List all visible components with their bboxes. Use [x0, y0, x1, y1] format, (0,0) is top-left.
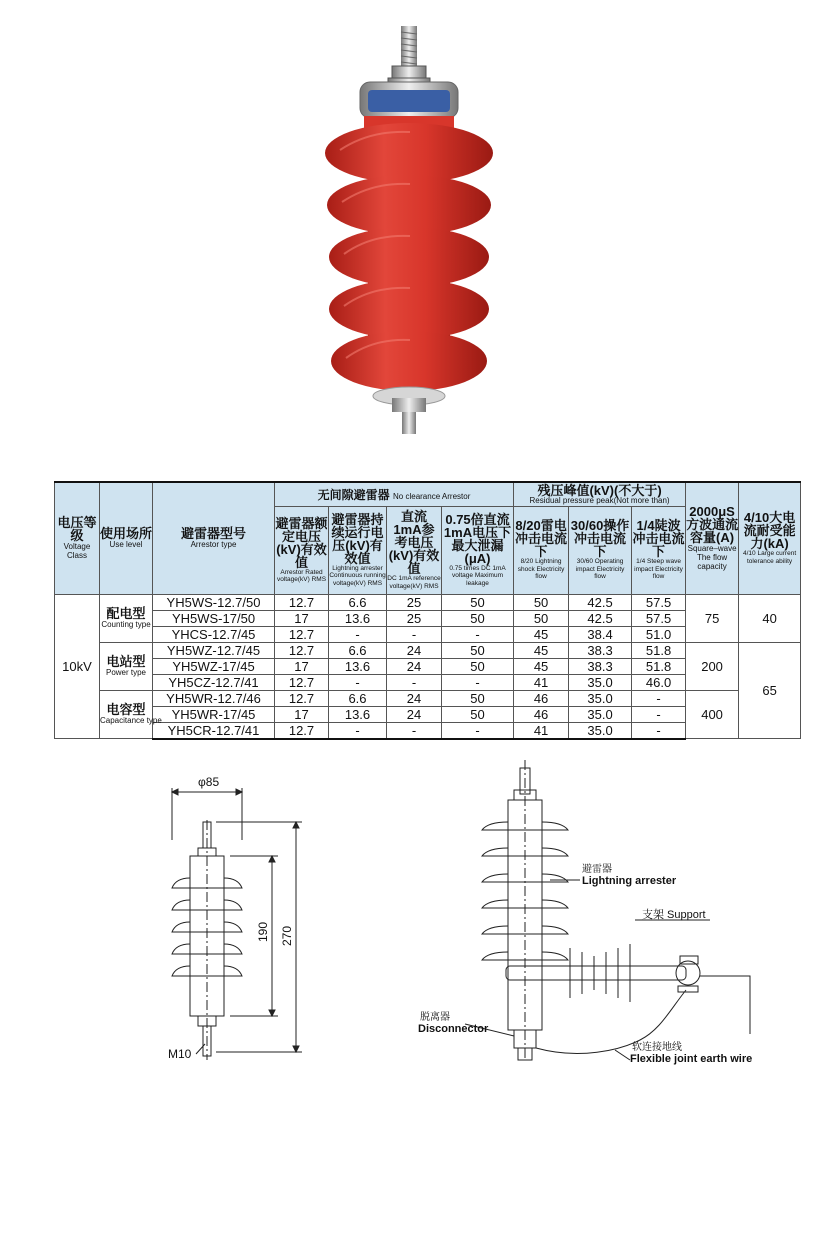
value-cell: 41	[514, 674, 569, 690]
value-cell: -	[632, 722, 686, 739]
value-cell: 12.7	[275, 690, 329, 706]
value-cell: 35.0	[569, 674, 632, 690]
value-cell: 12.7	[275, 722, 329, 739]
header-residual: 残压峰值(kV)(不大于) Residual pressure peak(Not more than)	[514, 482, 686, 506]
value-cell: 25	[387, 594, 442, 610]
header-operating: 30/60操作冲击电流下 30/60 Operating impact Electricity flow	[569, 506, 632, 594]
arrester-product-image	[300, 18, 530, 438]
value-cell: 38.4	[569, 626, 632, 642]
header-dc1ma: 直流1mA参考电压(kV)有效值 DC 1mA reference voltage(kV) RMS	[387, 506, 442, 594]
square-wave-cell: 75	[686, 594, 739, 642]
value-cell: 57.5	[632, 610, 686, 626]
value-cell: -	[329, 626, 387, 642]
square-wave-cell: 200	[686, 642, 739, 690]
value-cell: -	[442, 674, 514, 690]
group-cell: 配电型 Counting type	[100, 594, 153, 642]
diameter-label: φ85	[198, 775, 220, 789]
type-cell: YH5CR-12.7/41	[153, 722, 275, 739]
value-cell: 45	[514, 626, 569, 642]
value-cell: -	[329, 722, 387, 739]
value-cell: 24	[387, 706, 442, 722]
value-cell: 50	[514, 610, 569, 626]
height-270-label: 270	[280, 925, 294, 946]
type-cell: YH5WZ-12.7/45	[153, 642, 275, 658]
value-cell: 13.6	[329, 706, 387, 722]
spec-table	[54, 481, 801, 740]
type-cell: YH5WR-12.7/46	[153, 690, 275, 706]
value-cell: -	[442, 626, 514, 642]
value-cell: 45	[514, 658, 569, 674]
header-large-current: 4/10大电流耐受能力(kA) 4/10 Large current tolerance ability	[739, 482, 801, 594]
value-cell: 17	[275, 610, 329, 626]
header-voltage-class: 电压等级 Voltage Class	[55, 482, 100, 594]
value-cell: 35.0	[569, 722, 632, 739]
value-cell: 50	[514, 594, 569, 610]
type-cell: YH5WZ-17/45	[153, 658, 275, 674]
support-label: 支架 Support	[642, 909, 706, 921]
value-cell: 24	[387, 690, 442, 706]
arrester-label-en: Lightning arrester	[582, 875, 677, 887]
value-cell: 35.0	[569, 690, 632, 706]
group-cell: 电站型 Power type	[100, 642, 153, 690]
value-cell: 50	[442, 642, 514, 658]
value-cell: 17	[275, 706, 329, 722]
value-cell: 25	[387, 610, 442, 626]
square-wave-cell: 400	[686, 690, 739, 739]
value-cell: -	[632, 706, 686, 722]
value-cell: -	[329, 674, 387, 690]
header-steep: 1/4陡波冲击电流下 1/4 Steep wave impact Electricity flow	[632, 506, 686, 594]
value-cell: -	[387, 674, 442, 690]
disconnector-label-en: Disconnector	[418, 1023, 489, 1035]
value-cell: 41	[514, 722, 569, 739]
type-cell: YH5CZ-12.7/41	[153, 674, 275, 690]
value-cell: 51.8	[632, 642, 686, 658]
value-cell: 38.3	[569, 658, 632, 674]
value-cell: 57.5	[632, 594, 686, 610]
value-cell: 42.5	[569, 594, 632, 610]
value-cell: 45	[514, 642, 569, 658]
value-cell: 51.8	[632, 658, 686, 674]
table-row	[55, 594, 801, 610]
type-cell: YH5WS-17/50	[153, 610, 275, 626]
value-cell: -	[387, 722, 442, 739]
value-cell: 42.5	[569, 610, 632, 626]
large-current-cell: 65	[739, 642, 801, 739]
value-cell: 12.7	[275, 626, 329, 642]
value-cell: 6.6	[329, 690, 387, 706]
value-cell: 24	[387, 658, 442, 674]
value-cell: 13.6	[329, 658, 387, 674]
header-lightning: 8/20雷电冲击电流下 8/20 Lightning shock Electricity flow	[514, 506, 569, 594]
value-cell: 46	[514, 706, 569, 722]
value-cell: 24	[387, 642, 442, 658]
group-cell: 电容型 Capacitance type	[100, 690, 153, 739]
header-no-clearance: 无间隙避雷器 No clearance Arrestor	[275, 482, 514, 506]
header-square-wave: 2000μS方波通流容量(A) Square–wave The flow capacity	[686, 482, 739, 594]
thread-label: M10	[168, 1047, 192, 1061]
value-cell: 35.0	[569, 706, 632, 722]
header-leakage: 0.75倍直流1mA电压下最大泄漏(μA) 0.75 times DC 1mA voltage Maximum leakage	[442, 506, 514, 594]
type-cell: YH5WS-12.7/50	[153, 594, 275, 610]
value-cell: 17	[275, 658, 329, 674]
type-cell: YH5WR-17/45	[153, 706, 275, 722]
height-190-label: 190	[256, 921, 270, 942]
value-cell: -	[442, 722, 514, 739]
header-rated: 避雷器额定电压(kV)有效值 Arrestor Rated voltage(kV) RMS	[275, 506, 329, 594]
dimension-drawing	[150, 760, 330, 1070]
value-cell: 12.7	[275, 674, 329, 690]
voltage-cell: 10kV	[55, 594, 100, 739]
value-cell: 6.6	[329, 594, 387, 610]
value-cell: 50	[442, 690, 514, 706]
value-cell: 50	[442, 610, 514, 626]
earth-wire-label-en: Flexible joint earth wire	[630, 1053, 753, 1065]
value-cell: 50	[442, 658, 514, 674]
value-cell: 38.3	[569, 642, 632, 658]
table-row	[55, 642, 801, 658]
header-arrestor-type: 避雷器型号 Arrestor type	[153, 482, 275, 594]
value-cell: 12.7	[275, 642, 329, 658]
earth-wire-label-zh: 软连接地线	[632, 1042, 682, 1053]
value-cell: 51.0	[632, 626, 686, 642]
value-cell: -	[387, 626, 442, 642]
large-current-cell: 40	[739, 594, 801, 642]
value-cell: 46	[514, 690, 569, 706]
table-row	[55, 690, 801, 706]
disconnector-label-zh: 脱离器	[420, 1012, 450, 1023]
type-cell: YHCS-12.7/45	[153, 626, 275, 642]
installation-drawing	[410, 760, 790, 1080]
value-cell: 6.6	[329, 642, 387, 658]
value-cell: 12.7	[275, 594, 329, 610]
header-use-level: 使用场所 Use level	[100, 482, 153, 594]
value-cell: 50	[442, 594, 514, 610]
arrester-label-zh: 避雷器	[582, 864, 612, 875]
value-cell: 50	[442, 706, 514, 722]
value-cell: 13.6	[329, 610, 387, 626]
value-cell: -	[632, 690, 686, 706]
value-cell: 46.0	[632, 674, 686, 690]
header-continuous: 避雷器持续运行电压(kV)有效值 Lightning arrester Continuous running voltage(kV) RMS	[329, 506, 387, 594]
